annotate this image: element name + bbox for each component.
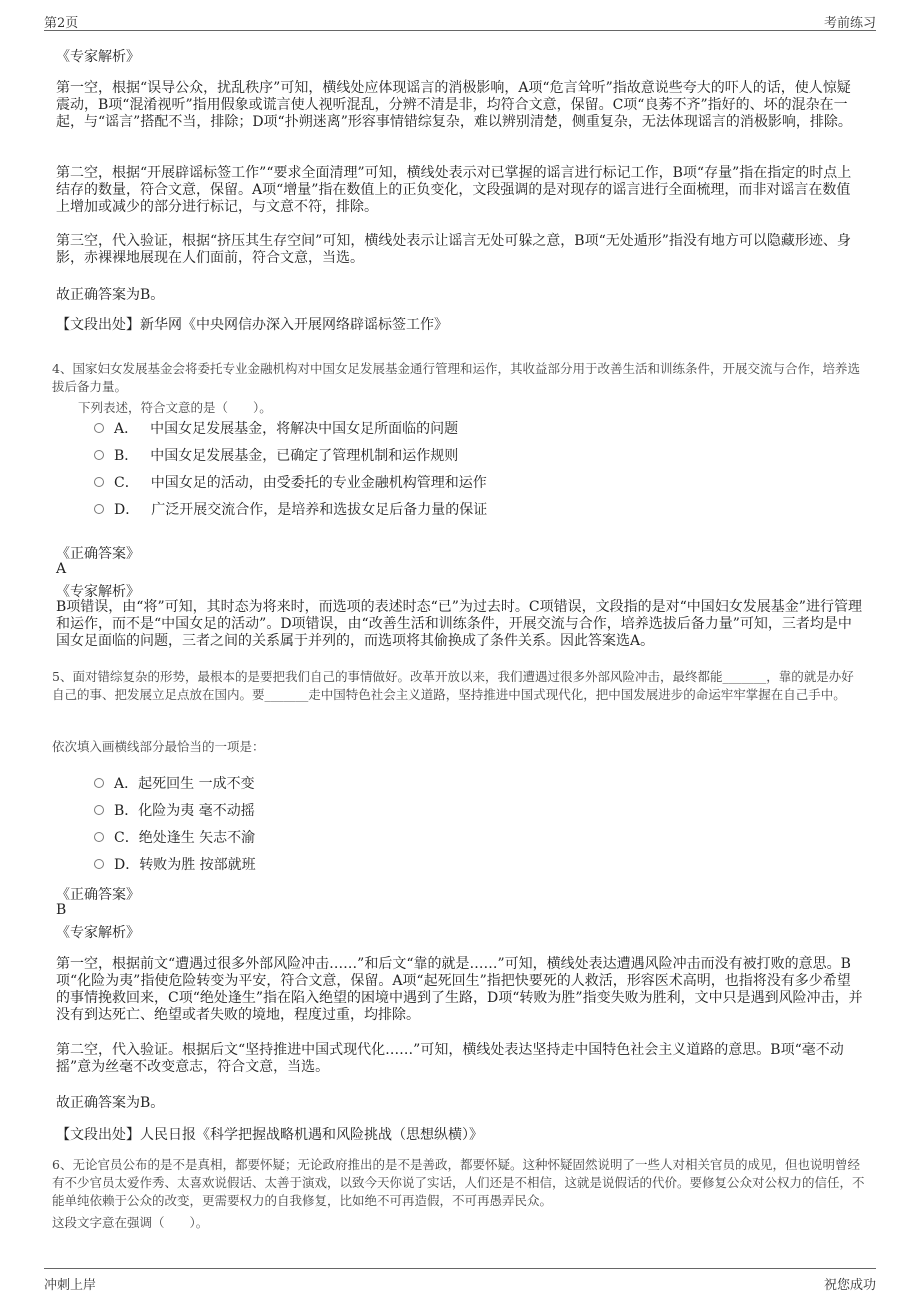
option-key: D． bbox=[114, 502, 140, 518]
option-b[interactable] bbox=[94, 800, 255, 820]
page-number: 第2页 bbox=[44, 16, 79, 31]
page-header bbox=[0, 0, 920, 30]
option-text: 化险为夷 毫不动摇 bbox=[138, 803, 255, 819]
option-key: A． bbox=[114, 421, 139, 437]
question-stem: 5、面对错综复杂的形势，最根本的是要把我们自己的事情做好。改革开放以来，我们遭遇过很多外部风险冲击，最终都能_______，靠的就是办好自己的事、把发展立足点放在国内。要_______走中国特色社会主义道路，坚持推进中国式现代化，把中国发展进步的命运牢牢掌握在自己手中。 bbox=[52, 669, 854, 702]
option-text: 中国女足发展基金，已确定了管理机制和运作规则 bbox=[150, 448, 459, 464]
analysis-paragraph: 第二空，代入验证。根据后文“坚持推进中国式现代化……”可知，横线处表达坚持走中国特色社会主义道路的意思。B项“毫不动摇”意为丝毫不改变意志，符合文意，当选。 bbox=[56, 1042, 844, 1075]
option-text: 中国女足的活动，由受委托的专业金融机构管理和运作 bbox=[150, 475, 487, 491]
option-a[interactable] bbox=[94, 418, 458, 438]
radio-icon[interactable] bbox=[94, 423, 104, 433]
question-stem: 4、国家妇女发展基金会将委托专业金融机构对中国女足发展基金通行管理和运作，其收益部分用于改善生活和训练条件，开展交流与合作，培养选拔后备力量。 bbox=[52, 361, 860, 394]
option-c[interactable] bbox=[94, 827, 255, 847]
source-citation: 【文段出处】人民日报《科学把握战略机遇和风险挑战（思想纵横）》 bbox=[56, 1127, 483, 1143]
analysis-paragraph: B项错误，由“将”可知，其时态为将来时，而选项的表述时态“已”为过去时。C项错误，文段指的是对“中国妇女发展基金”进行管理和运作，而不是“中国女足的活动”。D项错误，由“改善生活和训练条件，开展交流与合作，培养选拔后备力量”可知，三者均是中国女足面临的问题，三者之间的关系属于并列的，而选项将其偷换成了条件关系。因此答案选A。 bbox=[56, 599, 862, 649]
header-title: 考前练习 bbox=[823, 16, 876, 31]
header-divider bbox=[44, 30, 876, 31]
page-footer bbox=[0, 1268, 920, 1302]
radio-icon[interactable] bbox=[94, 805, 104, 815]
option-c[interactable] bbox=[94, 472, 487, 492]
radio-icon[interactable] bbox=[94, 778, 104, 788]
option-b[interactable] bbox=[94, 445, 458, 465]
analysis-paragraph: 第三空，代入验证，根据“挤压其生存空间”可知，横线处表示让谣言无处可躲之意，B项“无处遁形”指没有地方可以隐藏形迹、身影，赤裸裸地展现在人们面前，符合文意，当选。 bbox=[56, 233, 851, 266]
analysis-paragraph: 第一空，根据“误导公众，扰乱秩序”可知，横线处应体现谣言的消极影响，A项“危言耸听”指故意说些夸大的吓人的话，使人惊疑震动，B项“混淆视听”指用假象或谎言使人视听混乱，分辨不清是非，均符合文意，保留。C项“良莠不齐”指好的、坏的混杂在一起，与“谣言”搭配不当，排除；D项“扑朔迷离”形容事情错综复杂，难以辨别清楚，侧重复杂，无法体现谣言的消极影响，排除。 bbox=[56, 80, 852, 130]
option-key: C． bbox=[114, 475, 139, 491]
option-d[interactable] bbox=[94, 499, 487, 519]
analysis-label: 《专家解析》 bbox=[56, 925, 140, 941]
option-key: D． bbox=[114, 857, 140, 873]
analysis-label: 《专家解析》 bbox=[56, 49, 140, 65]
footer-divider bbox=[44, 1268, 876, 1269]
option-text: 绝处逢生 矢志不渝 bbox=[138, 830, 256, 846]
footer-right: 祝您成功 bbox=[823, 1278, 876, 1293]
source-citation: 【文段出处】新华网《中央网信办深入开展网络辟谣标签工作》 bbox=[56, 317, 448, 333]
option-a[interactable] bbox=[94, 773, 255, 793]
option-key: A． bbox=[114, 776, 139, 792]
conclusion: 故正确答案为B。 bbox=[56, 1095, 165, 1111]
analysis-paragraph: 第一空，根据前文“遭遇过很多外部风险冲击……”和后文“靠的就是……”可知，横线处表达遭遇风险冲击而没有被打败的意思。B项“化险为夷”指使危险转变为平安，符合文意，保留。A项“起死回生”指把快要死的人救活，形容医术高明，也指将没有多少希望的事情挽救回来，C项“绝处逢生”指在陷入绝望的困境中遇到了生路，D项“转败为胜”指变失败为胜利，文中只是遇到风险冲击，并没有到达死亡、绝望或者失败的境地，程度过重，均排除。 bbox=[56, 956, 863, 1023]
radio-icon[interactable] bbox=[94, 504, 104, 514]
option-text: 中国女足发展基金，将解决中国女足所面临的问题 bbox=[150, 421, 459, 437]
question-prompt: 下列表述，符合文意的是（ ）。 bbox=[78, 400, 272, 415]
option-key: B． bbox=[114, 448, 139, 464]
answer-value: A bbox=[56, 561, 67, 577]
answer-label: 《正确答案》 bbox=[56, 887, 140, 903]
option-key: B． bbox=[114, 803, 139, 819]
radio-icon[interactable] bbox=[94, 477, 104, 487]
answer-value: B bbox=[56, 902, 67, 918]
option-d[interactable] bbox=[94, 854, 256, 874]
answer-label: 《正确答案》 bbox=[56, 546, 140, 562]
radio-icon[interactable] bbox=[94, 450, 104, 460]
question-stem: 6、无论官员公布的是不是真相，都要怀疑；无论政府推出的是不是善政，都要怀疑。这种怀疑固然说明了一些人对相关官员的成见，但也说明曾经有不少官员太爱作秀、太喜欢说假话、太善于演戏，以致今天你说了实话，人们还是不相信，这就是说假话的代价。要修复公众对公权力的信任，不能单纯依赖于公众的改变，更需要权力的自我修复，比如绝不可再造假，不可再愚弄民众。 bbox=[52, 1157, 865, 1208]
question-prompt: 这段文字意在强调（ ）。 bbox=[52, 1215, 209, 1230]
radio-icon[interactable] bbox=[94, 859, 104, 869]
option-text: 转败为胜 按部就班 bbox=[139, 857, 256, 873]
conclusion: 故正确答案为B。 bbox=[56, 287, 165, 303]
option-key: C． bbox=[114, 830, 139, 846]
radio-icon[interactable] bbox=[94, 832, 104, 842]
option-text: 起死回生 一成不变 bbox=[138, 776, 255, 792]
question-prompt: 依次填入画横线部分最恰当的一项是： bbox=[52, 739, 265, 754]
footer-left: 冲刺上岸 bbox=[44, 1278, 97, 1293]
analysis-paragraph: 第二空，根据“开展辟谣标签工作”“要求全面清理”可知，横线处表示对已掌握的谣言进行标记工作，B项“存量”指在指定的时点上结存的数量，符合文意，保留。A项“增量”指在数值上的正负变化，文段强调的是对现存的谣言进行全面梳理，而非对谣言在数值上增加或减少的部分进行标记，与文意不符，排除。 bbox=[56, 165, 852, 215]
option-text: 广泛开展交流合作，是培养和选拔女足后备力量的保证 bbox=[151, 502, 488, 518]
analysis-label: 《专家解析》 bbox=[56, 584, 140, 600]
